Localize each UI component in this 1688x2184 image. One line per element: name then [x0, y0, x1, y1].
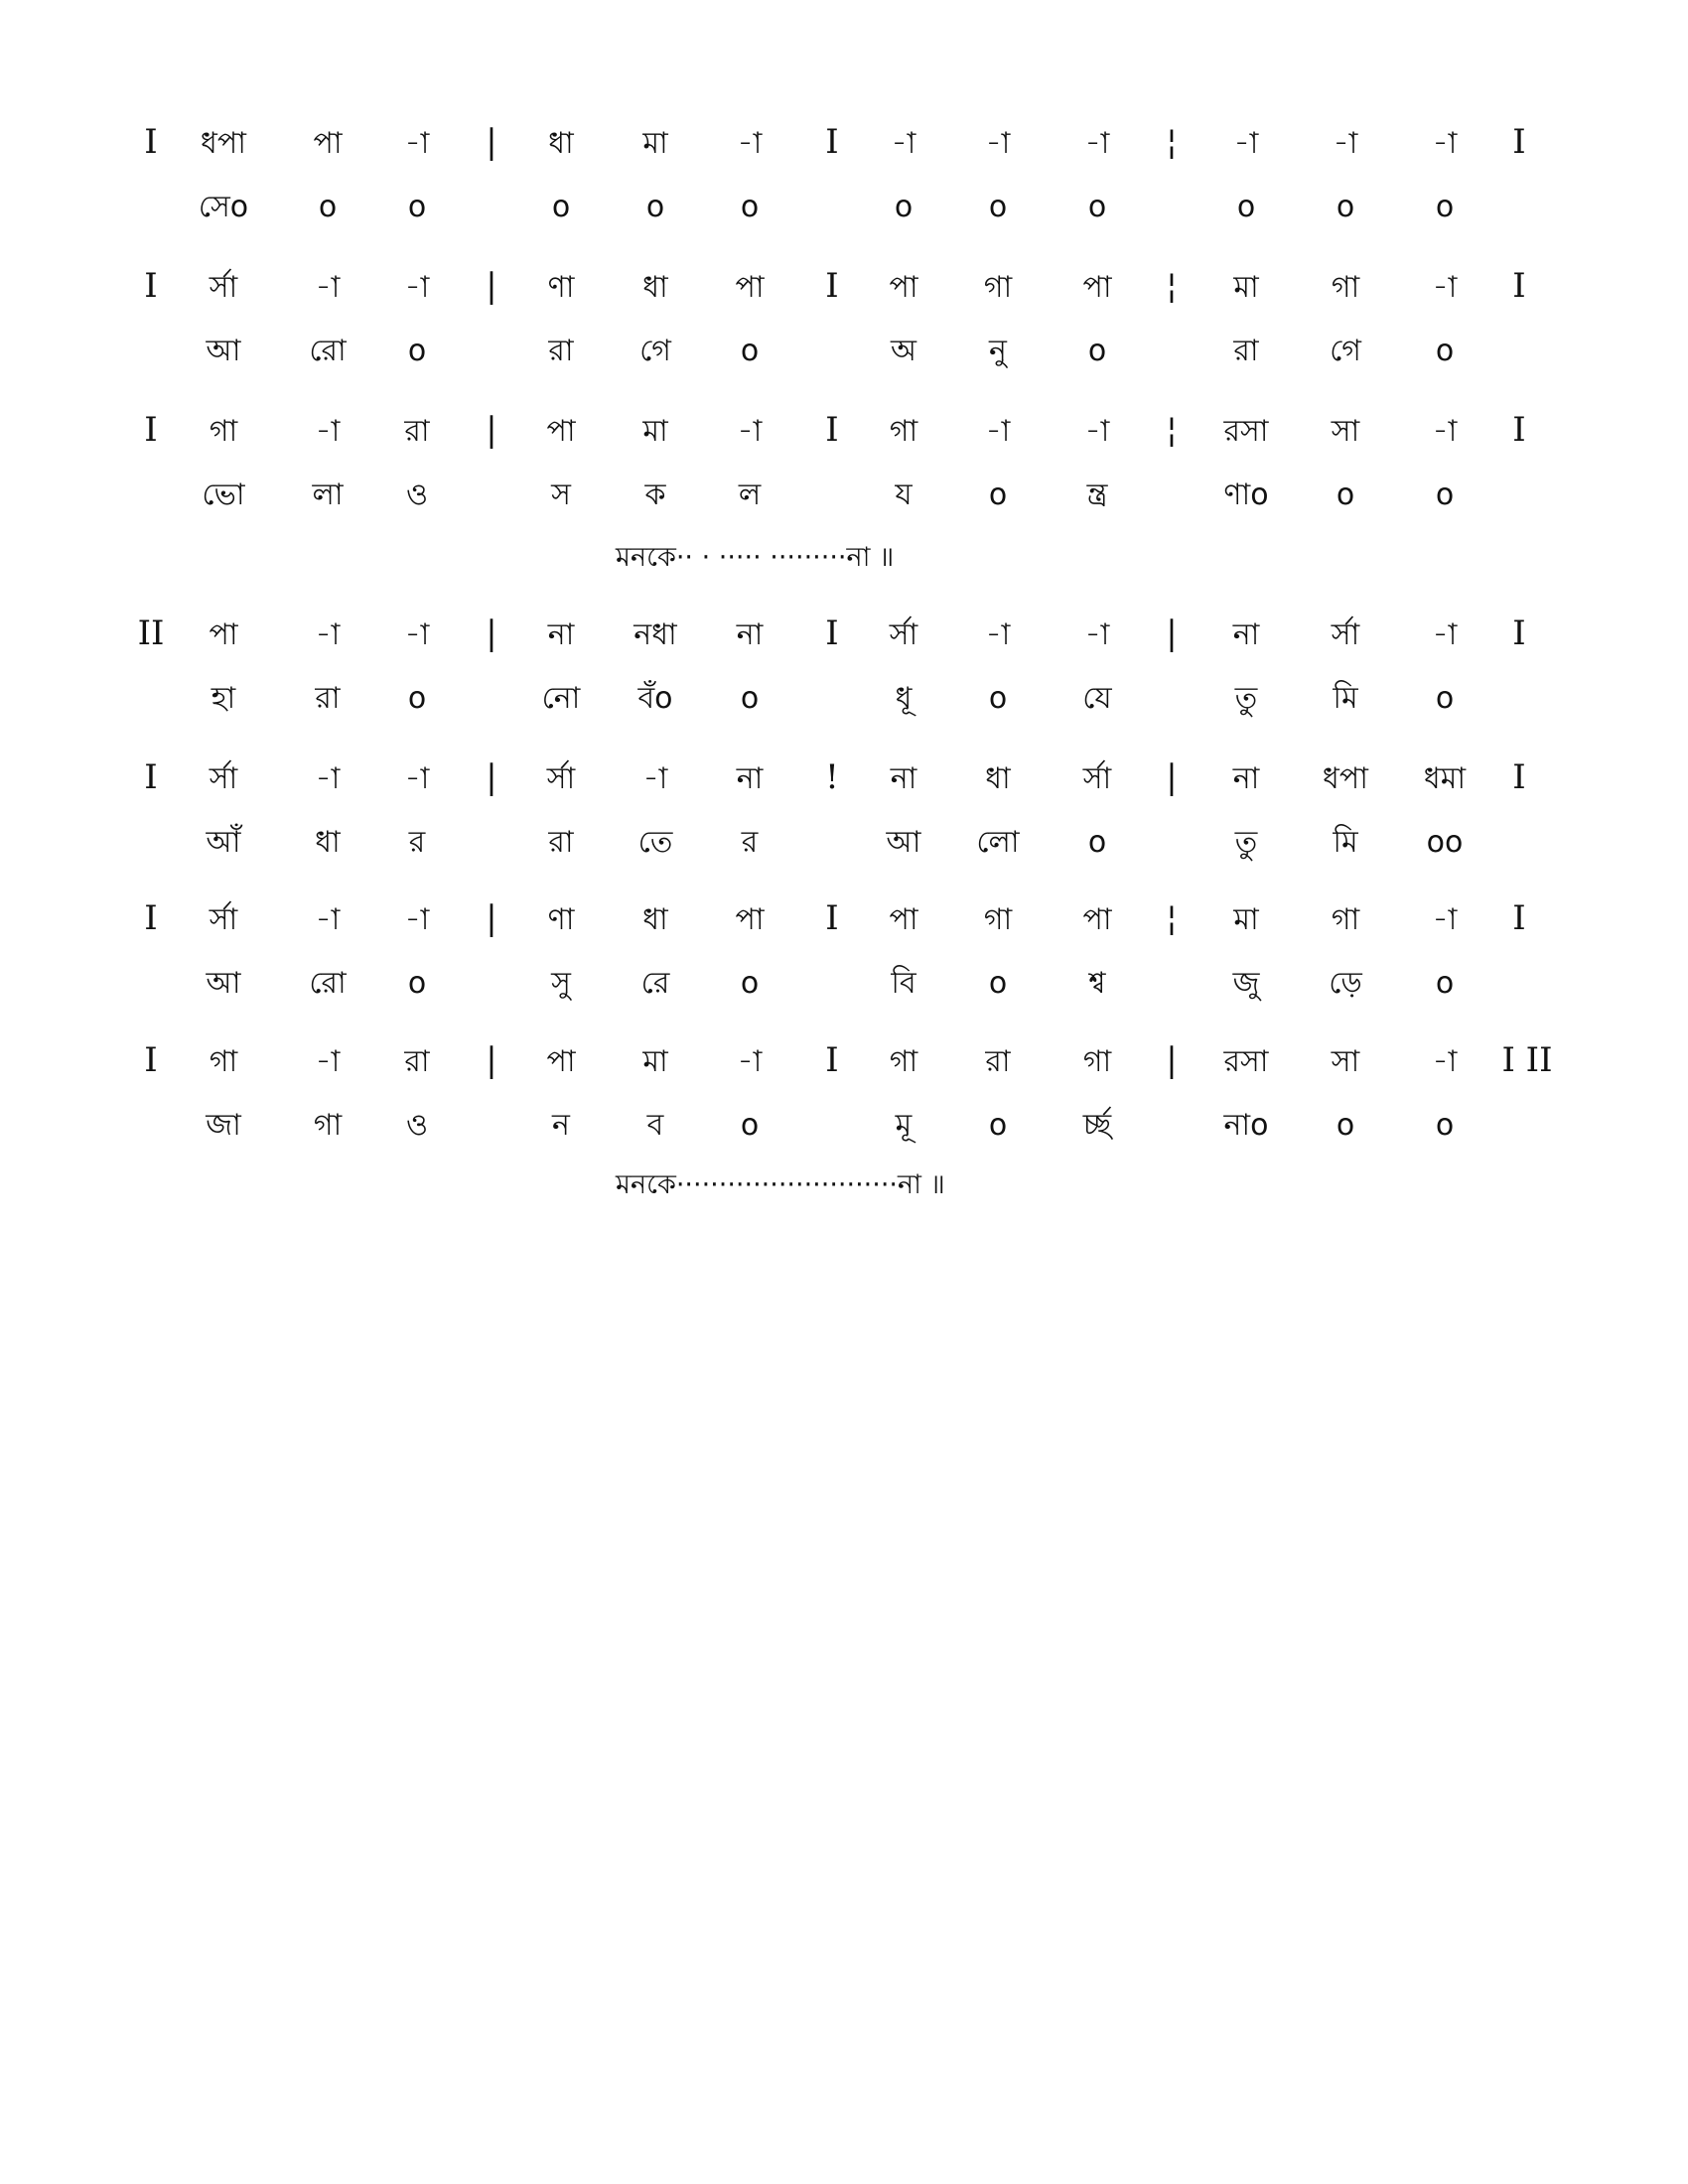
swara-note: গা — [209, 414, 238, 449]
swara-note: -া — [1432, 270, 1458, 305]
lyric-syllable: o — [645, 190, 665, 224]
lyric-syllable: লো — [976, 825, 1020, 860]
lyric-syllable: ধা — [315, 825, 341, 860]
refrain-line: মনকে··························না ॥ — [616, 1169, 945, 1200]
lyric-syllable: o — [740, 681, 760, 716]
swara-note: গা — [1331, 270, 1360, 305]
swara-note: সা — [1331, 414, 1360, 449]
swara-note: পা — [313, 126, 343, 161]
lyric-syllable: o — [740, 190, 760, 224]
swara-note: -া — [985, 414, 1011, 449]
swara-note: -া — [1432, 1044, 1458, 1079]
swara-note: র্সা — [209, 902, 238, 937]
swara-note: -া — [404, 270, 430, 305]
swara-note: -া — [404, 126, 430, 161]
barline: I — [1512, 898, 1526, 938]
swara-note: ধমা — [1423, 761, 1467, 796]
barline: I — [825, 898, 839, 938]
swara-note: পা — [546, 1044, 576, 1079]
swara-note: গা — [1331, 902, 1360, 937]
lyric-syllable: o — [1336, 1108, 1355, 1143]
barline: I II — [1501, 1040, 1553, 1080]
lyric-syllable: ন্ত্র — [1086, 478, 1108, 512]
lyric-syllable: o — [1435, 190, 1455, 224]
swara-note: রসা — [1223, 414, 1269, 449]
swara-note: মা — [642, 1044, 668, 1079]
lyric-syllable: আ — [886, 825, 921, 860]
barline: I — [1512, 122, 1526, 162]
swara-note: পা — [735, 902, 765, 937]
barline: I — [144, 1040, 158, 1080]
swara-note: মা — [642, 126, 668, 161]
barline: | — [1166, 614, 1178, 653]
barline: | — [486, 1040, 497, 1080]
lyric-syllable: o — [551, 190, 571, 224]
swara-note: গা — [983, 902, 1013, 937]
swara-note: -া — [404, 761, 430, 796]
lyric-syllable: মি — [1333, 825, 1358, 860]
swara-note: ণা — [547, 270, 575, 305]
barline: ¦ — [1166, 410, 1178, 450]
swara-note: -া — [315, 414, 341, 449]
lyric-syllable: র — [741, 825, 759, 860]
lyric-syllable: ধূ — [895, 681, 913, 716]
barline: ¦ — [1166, 266, 1178, 306]
barline: I — [825, 614, 839, 653]
swara-note: গা — [889, 1044, 918, 1079]
swara-note: -া — [315, 902, 341, 937]
lyric-syllable: o — [1236, 190, 1256, 224]
swara-note: মা — [1233, 270, 1259, 305]
swara-note: -া — [315, 617, 341, 652]
swara-note: র্সা — [209, 270, 238, 305]
swara-note: -া — [737, 126, 763, 161]
barline: | — [1166, 1040, 1178, 1080]
swara-note: -া — [1432, 617, 1458, 652]
swara-note: -া — [1432, 126, 1458, 161]
lyric-syllable: o — [988, 478, 1008, 512]
lyric-syllable: জু — [1232, 966, 1260, 1001]
swara-note: নধা — [633, 617, 677, 652]
lyric-syllable: রা — [548, 825, 574, 860]
swara-note: -া — [1084, 414, 1110, 449]
lyric-syllable: o — [1435, 334, 1455, 368]
lyric-syllable: নাo — [1223, 1108, 1269, 1143]
lyric-syllable: o — [1336, 478, 1355, 512]
lyric-syllable: o — [318, 190, 338, 224]
swara-note: গা — [983, 270, 1013, 305]
lyric-syllable: বঁo — [637, 681, 673, 716]
swara-note: -া — [315, 270, 341, 305]
barline: I — [825, 122, 839, 162]
barline: I — [144, 266, 158, 306]
lyric-syllable: o — [988, 190, 1008, 224]
swara-note: গা — [889, 414, 918, 449]
refrain-line: মনকে·· · ····· ·········না ॥ — [616, 542, 895, 573]
barline: I — [144, 122, 158, 162]
swara-note: মা — [642, 414, 668, 449]
lyric-syllable: o — [1435, 1108, 1455, 1143]
swara-note: -া — [1333, 126, 1358, 161]
lyric-syllable: ব — [646, 1108, 664, 1143]
lyric-syllable: রা — [548, 334, 574, 368]
lyric-syllable: রে — [640, 966, 670, 1001]
lyric-syllable: রো — [309, 334, 347, 368]
lyric-syllable: মি — [1333, 681, 1358, 716]
barline: | — [486, 410, 497, 450]
lyric-syllable: আ — [206, 966, 241, 1001]
barline: | — [486, 898, 497, 938]
lyric-syllable: লা — [312, 478, 344, 512]
swara-note: ধা — [642, 270, 668, 305]
barline: ¦ — [1166, 898, 1178, 938]
lyric-syllable: গে — [639, 334, 671, 368]
swara-note: ধপা — [1323, 761, 1368, 796]
barline: | — [486, 614, 497, 653]
swara-note: র্সা — [546, 761, 576, 796]
barline: I — [825, 1040, 839, 1080]
lyric-syllable: অ — [891, 334, 916, 368]
lyric-syllable: র — [408, 825, 426, 860]
lyric-syllable: ও — [405, 478, 429, 512]
swara-note: -া — [1432, 414, 1458, 449]
barline: ¦ — [1166, 122, 1178, 162]
barline: I — [1512, 410, 1526, 450]
barline: I — [1512, 266, 1526, 306]
lyric-syllable: সেo — [198, 190, 249, 224]
swara-note: পা — [209, 617, 238, 652]
lyric-syllable: গা — [313, 1108, 343, 1143]
lyric-syllable: রা — [315, 681, 341, 716]
swara-note: পা — [735, 270, 765, 305]
lyric-syllable: তে — [637, 825, 673, 860]
lyric-syllable: ণাo — [1223, 478, 1269, 512]
swara-note: রা — [985, 1044, 1011, 1079]
barline: I — [1512, 757, 1526, 797]
lyric-syllable: o — [740, 1108, 760, 1143]
swara-note: র্সা — [209, 761, 238, 796]
swara-note: গা — [1082, 1044, 1112, 1079]
lyric-syllable: রো — [309, 966, 347, 1001]
swara-note: -া — [985, 617, 1011, 652]
lyric-syllable: ক — [644, 478, 666, 512]
barline: | — [486, 122, 497, 162]
lyric-syllable: তু — [1234, 681, 1258, 716]
swara-note: না — [890, 761, 917, 796]
lyric-syllable: র্চ্ছ — [1082, 1108, 1112, 1143]
swara-note: র্সা — [1082, 761, 1112, 796]
swara-note: ধা — [985, 761, 1011, 796]
lyric-syllable: o — [1435, 681, 1455, 716]
lyric-syllable: o — [1336, 190, 1355, 224]
barline: | — [486, 757, 497, 797]
swara-note: র্সা — [1331, 617, 1360, 652]
swara-note: -া — [404, 617, 430, 652]
lyric-syllable: রা — [1233, 334, 1259, 368]
lyric-syllable: সু — [551, 966, 571, 1001]
swara-note: ধপা — [201, 126, 246, 161]
lyric-syllable: য — [895, 478, 913, 512]
lyric-syllable: ও — [405, 1108, 429, 1143]
lyric-syllable: ড়ে — [1329, 966, 1362, 1001]
swara-note: র্সা — [889, 617, 918, 652]
lyric-syllable: আ — [206, 334, 241, 368]
swara-note: পা — [889, 270, 918, 305]
swara-note: পা — [1082, 270, 1112, 305]
swara-note: পা — [1082, 902, 1112, 937]
lyric-syllable: মূ — [895, 1108, 913, 1143]
lyric-syllable: o — [1087, 825, 1107, 860]
swara-note: -া — [737, 414, 763, 449]
swara-note: রা — [404, 1044, 430, 1079]
swara-note: -া — [985, 126, 1011, 161]
barline: I — [144, 898, 158, 938]
lyric-syllable: o — [1087, 190, 1107, 224]
swara-note: -া — [737, 1044, 763, 1079]
swara-note: মা — [1233, 902, 1259, 937]
swara-note: -া — [1084, 617, 1110, 652]
swara-note: -া — [1084, 126, 1110, 161]
barline: I — [825, 266, 839, 306]
lyric-syllable: o — [407, 190, 427, 224]
swara-note: গা — [209, 1044, 238, 1079]
lyric-syllable: আঁ — [206, 825, 241, 860]
lyric-syllable: o — [407, 334, 427, 368]
swara-note: পা — [546, 414, 576, 449]
lyric-syllable: o — [1435, 478, 1455, 512]
swara-note: পা — [889, 902, 918, 937]
swara-note: না — [547, 617, 575, 652]
barline: | — [1166, 757, 1178, 797]
swara-note: সা — [1331, 1044, 1360, 1079]
lyric-syllable: স — [551, 478, 571, 512]
barline: | — [486, 266, 497, 306]
swara-note: ধা — [548, 126, 574, 161]
swara-note: -া — [1432, 902, 1458, 937]
lyric-syllable: যে — [1082, 681, 1112, 716]
swara-note: -া — [1233, 126, 1259, 161]
barline: ! — [825, 757, 839, 797]
swara-note: না — [736, 617, 764, 652]
lyric-syllable: o — [894, 190, 914, 224]
barline: I — [825, 410, 839, 450]
swara-note: না — [1232, 761, 1260, 796]
barline: I — [1512, 614, 1526, 653]
lyric-syllable: o — [740, 334, 760, 368]
swara-note: না — [1232, 617, 1260, 652]
lyric-syllable: বি — [891, 966, 916, 1001]
lyric-syllable: শ্ব — [1088, 966, 1106, 1001]
swara-note: -া — [315, 1044, 341, 1079]
swara-note: ধা — [642, 902, 668, 937]
lyric-syllable: নো — [541, 681, 581, 716]
lyric-syllable: o — [740, 966, 760, 1001]
lyric-syllable: o — [407, 966, 427, 1001]
lyric-syllable: জা — [206, 1108, 241, 1143]
lyric-syllable: o — [407, 681, 427, 716]
swara-note: না — [736, 761, 764, 796]
lyric-syllable: o — [988, 1108, 1008, 1143]
lyric-syllable: ন — [552, 1108, 570, 1143]
barline: I — [144, 410, 158, 450]
swara-note: -া — [891, 126, 916, 161]
swara-note: -া — [315, 761, 341, 796]
lyric-syllable: o — [988, 966, 1008, 1001]
swara-note: -া — [404, 902, 430, 937]
swara-note: রসা — [1223, 1044, 1269, 1079]
barline: I — [144, 757, 158, 797]
lyric-syllable: o — [1435, 966, 1455, 1001]
barline: II — [137, 614, 165, 653]
lyric-syllable: নু — [989, 334, 1007, 368]
lyric-syllable: তু — [1234, 825, 1258, 860]
lyric-syllable: গে — [1330, 334, 1361, 368]
swara-note: -া — [642, 761, 668, 796]
lyric-syllable: o — [1087, 334, 1107, 368]
lyric-syllable: oo — [1426, 825, 1464, 860]
lyric-syllable: ভো — [202, 478, 245, 512]
swara-note: রা — [404, 414, 430, 449]
lyric-syllable: ল — [738, 478, 762, 512]
lyric-syllable: o — [988, 681, 1008, 716]
lyric-syllable: হা — [211, 681, 236, 716]
swara-note: ণা — [547, 902, 575, 937]
